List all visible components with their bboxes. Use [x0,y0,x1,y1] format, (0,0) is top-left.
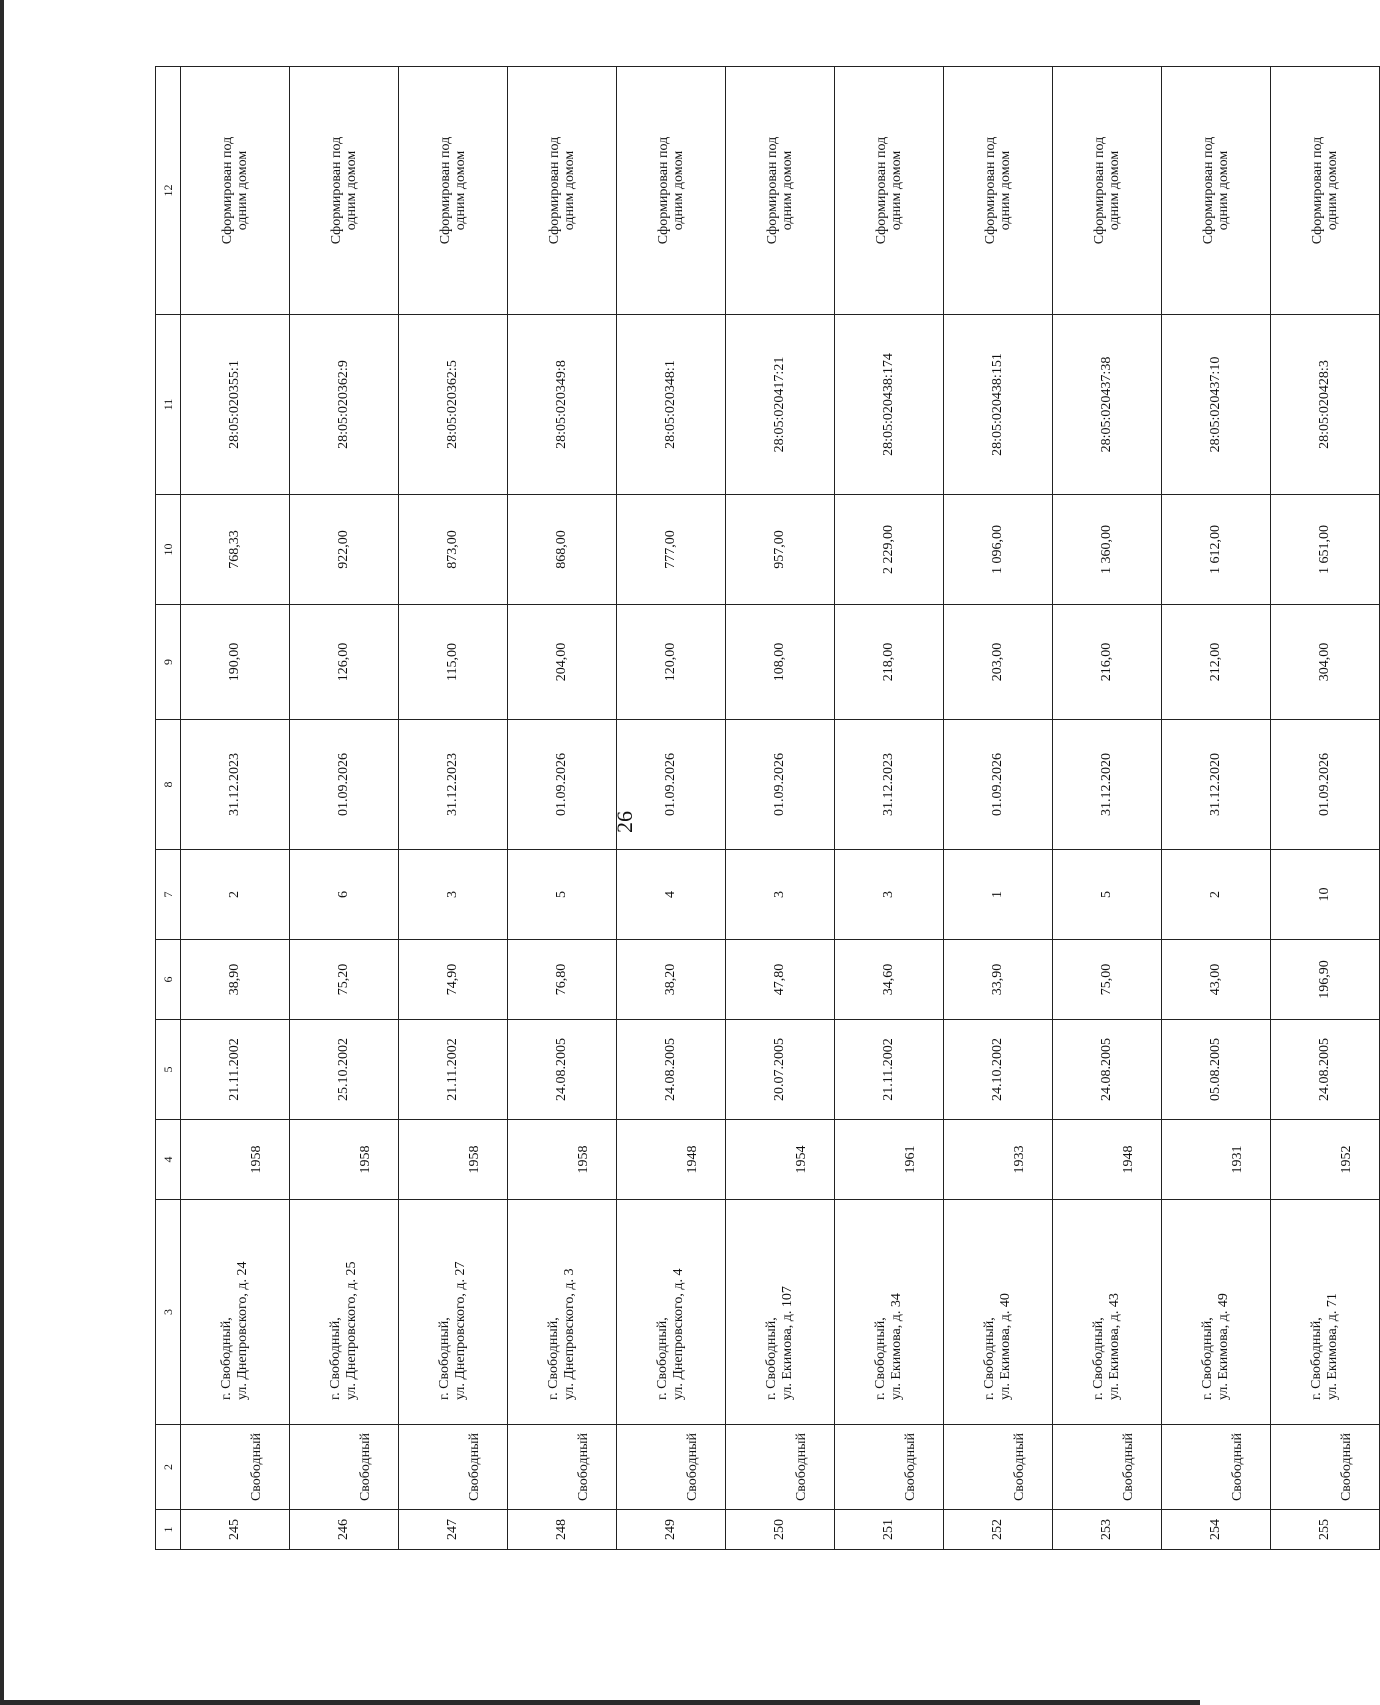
count-cell: 4 [617,850,726,940]
cadastral-number-cell: 28:05:020348:1 [617,315,726,495]
address-line-2: ул. Днепровского, д. 24 [235,1261,250,1400]
value-10-cell: 2 229,00 [835,495,944,605]
deadline-cell: 01.09.2026 [508,720,617,850]
row-number-cell: 253 [1053,1510,1162,1550]
area-cell: 38,20 [617,940,726,1020]
year-built-cell: 1958 [290,1120,399,1200]
date-cell: 24.10.2002 [944,1020,1053,1120]
address-cell [1271,1200,1380,1425]
table-row [399,67,508,1550]
year-built-cell: 1958 [508,1120,617,1200]
address-line-1: г. Свободный, [873,1317,888,1400]
status-line-1: Сформирован под [1310,136,1325,245]
address-line-1: г. Свободный, [437,1317,452,1400]
count-cell: 1 [944,850,1053,940]
row-number-cell: 248 [508,1510,617,1550]
address-line-2: ул. Екимова, д. 34 [889,1293,904,1400]
row-number-cell: 251 [835,1510,944,1550]
deadline-cell: 01.09.2026 [726,720,835,850]
status-cell [1162,67,1271,315]
value-10-cell: 768,33 [181,495,290,605]
area-cell: 75,00 [1053,940,1162,1020]
settlement-cell: Свободный [835,1425,944,1510]
value-10-cell: 1 360,00 [1053,495,1162,605]
year-built-cell: 1961 [835,1120,944,1200]
column-number-cell: 4 [156,1120,181,1200]
area-cell: 43,00 [1162,940,1271,1020]
scan-edge-bottom [0,1700,1200,1705]
status-line-1: Сформирован под [765,136,780,245]
address-line-1: г. Свободный, [1091,1317,1106,1400]
status-cell [726,67,835,315]
address-cell [726,1200,835,1425]
row-number-cell: 249 [617,1510,726,1550]
settlement-cell: Свободный [944,1425,1053,1510]
row-number-cell: 252 [944,1510,1053,1550]
address-line-2: ул. Днепровского, д. 3 [562,1268,577,1400]
count-cell: 2 [1162,850,1271,940]
count-cell: 5 [1053,850,1162,940]
address-line-2: ул. Днепровского, д. 4 [671,1268,686,1400]
row-number-cell: 254 [1162,1510,1271,1550]
year-built-cell: 1954 [726,1120,835,1200]
date-cell: 25.10.2002 [290,1020,399,1120]
deadline-cell: 31.12.2023 [181,720,290,850]
value-10-cell: 957,00 [726,495,835,605]
date-cell: 24.08.2005 [508,1020,617,1120]
deadline-cell: 01.09.2026 [944,720,1053,850]
address-line-1: г. Свободный, [982,1317,997,1400]
address-line-2: ул. Екимова, д. 40 [998,1293,1013,1400]
cadastral-number-cell: 28:05:020438:174 [835,315,944,495]
settlement-cell: Свободный [399,1425,508,1510]
address-line-2: ул. Екимова, д. 107 [780,1286,795,1400]
area-cell: 34,60 [835,940,944,1020]
status-cell [508,67,617,315]
value-9-cell: 190,00 [181,605,290,720]
column-number-cell: 12 [156,67,181,315]
date-cell: 24.08.2005 [1053,1020,1162,1120]
settlement-cell: Свободный [290,1425,399,1510]
date-cell: 20.07.2005 [726,1020,835,1120]
status-line-2: одним домом [671,150,686,231]
value-10-cell: 777,00 [617,495,726,605]
cadastral-number-cell: 28:05:020417:21 [726,315,835,495]
count-cell: 2 [181,850,290,940]
status-line-1: Сформирован под [329,136,344,245]
status-line-2: одним домом [1216,150,1231,231]
status-line-2: одним домом [1107,150,1122,231]
table-row [726,67,835,1550]
address-cell [1053,1200,1162,1425]
count-cell: 5 [508,850,617,940]
deadline-cell: 31.12.2020 [1053,720,1162,850]
status-cell [1271,67,1380,315]
area-cell: 47,80 [726,940,835,1020]
address-cell [508,1200,617,1425]
column-number-cell: 8 [156,720,181,850]
table-row [181,67,290,1550]
area-cell: 33,90 [944,940,1053,1020]
area-cell: 74,90 [399,940,508,1020]
deadline-cell: 31.12.2020 [1162,720,1271,850]
deadline-cell: 31.12.2023 [399,720,508,850]
cadastral-number-cell: 28:05:020349:8 [508,315,617,495]
status-line-2: одним домом [998,150,1013,231]
cadastral-number-cell: 28:05:020437:10 [1162,315,1271,495]
column-number-cell: 6 [156,940,181,1020]
table-row [1053,67,1162,1550]
value-10-cell: 868,00 [508,495,617,605]
column-number-cell: 5 [156,1020,181,1120]
row-number-cell: 255 [1271,1510,1380,1550]
address-line-1: г. Свободный, [655,1317,670,1400]
table-row [508,67,617,1550]
count-cell: 3 [726,850,835,940]
area-cell: 38,90 [181,940,290,1020]
address-line-1: г. Свободный, [1309,1317,1324,1400]
value-9-cell: 120,00 [617,605,726,720]
value-10-cell: 1 651,00 [1271,495,1380,605]
settlement-cell: Свободный [1053,1425,1162,1510]
area-cell: 76,80 [508,940,617,1020]
cadastral-number-cell: 28:05:020362:5 [399,315,508,495]
value-9-cell: 126,00 [290,605,399,720]
status-line-2: одним домом [235,150,250,231]
row-number-cell: 246 [290,1510,399,1550]
column-number-row [156,67,181,1550]
status-line-1: Сформирован под [1201,136,1216,245]
date-cell: 21.11.2002 [181,1020,290,1120]
settlement-cell: Свободный [726,1425,835,1510]
page-number: 26 [612,811,637,833]
value-10-cell: 873,00 [399,495,508,605]
status-line-1: Сформирован под [656,136,671,245]
cadastral-number-cell: 28:05:020362:9 [290,315,399,495]
year-built-cell: 1958 [399,1120,508,1200]
status-line-2: одним домом [889,150,904,231]
count-cell: 3 [835,850,944,940]
table-body [156,67,1380,1550]
status-cell [944,67,1053,315]
address-cell [399,1200,508,1425]
status-line-1: Сформирован под [547,136,562,245]
cadastral-number-cell: 28:05:020438:151 [944,315,1053,495]
settlement-cell: Свободный [617,1425,726,1510]
address-line-2: ул. Екимова, д. 49 [1216,1293,1231,1400]
address-line-2: ул. Днепровского, д. 27 [453,1261,468,1400]
year-built-cell: 1933 [944,1120,1053,1200]
date-cell: 21.11.2002 [399,1020,508,1120]
column-number-cell: 1 [156,1510,181,1550]
status-line-2: одним домом [562,150,577,231]
count-cell: 6 [290,850,399,940]
table-row [944,67,1053,1550]
rotated-table-container [155,67,1354,1550]
value-9-cell: 216,00 [1053,605,1162,720]
value-10-cell: 1 096,00 [944,495,1053,605]
address-line-1: г. Свободный, [328,1317,343,1400]
year-built-cell: 1931 [1162,1120,1271,1200]
value-9-cell: 115,00 [399,605,508,720]
scan-edge-left [0,0,4,1705]
column-number-cell: 3 [156,1200,181,1425]
settlement-cell: Свободный [181,1425,290,1510]
status-line-1: Сформирован под [1092,136,1107,245]
address-line-1: г. Свободный, [219,1317,234,1400]
address-cell [944,1200,1053,1425]
status-cell [181,67,290,315]
address-line-2: ул. Екимова, д. 71 [1325,1293,1340,1400]
address-cell [1162,1200,1271,1425]
status-line-1: Сформирован под [220,136,235,245]
date-cell: 21.11.2002 [835,1020,944,1120]
value-10-cell: 1 612,00 [1162,495,1271,605]
column-number-cell: 9 [156,605,181,720]
year-built-cell: 1948 [1053,1120,1162,1200]
settlement-cell: Свободный [1162,1425,1271,1510]
year-built-cell: 1948 [617,1120,726,1200]
status-line-1: Сформирован под [874,136,889,245]
address-cell [617,1200,726,1425]
row-number-cell: 247 [399,1510,508,1550]
row-number-cell: 245 [181,1510,290,1550]
address-cell [290,1200,399,1425]
column-number-cell: 10 [156,495,181,605]
settlement-cell: Свободный [1271,1425,1380,1510]
address-line-2: ул. Екимова, д. 43 [1107,1293,1122,1400]
table-row [617,67,726,1550]
status-cell [399,67,508,315]
area-cell: 75,20 [290,940,399,1020]
address-cell [181,1200,290,1425]
cadastral-number-cell: 28:05:020355:1 [181,315,290,495]
status-line-2: одним домом [453,150,468,231]
cadastral-number-cell: 28:05:020428:3 [1271,315,1380,495]
address-line-2: ул. Днепровского, д. 25 [344,1261,359,1400]
cadastral-number-cell: 28:05:020437:38 [1053,315,1162,495]
settlement-cell: Свободный [508,1425,617,1510]
table-row [1162,67,1271,1550]
value-9-cell: 212,00 [1162,605,1271,720]
status-line-2: одним домом [344,150,359,231]
deadline-cell: 01.09.2026 [617,720,726,850]
column-number-cell: 7 [156,850,181,940]
housing-register-table [155,66,1380,1550]
status-line-1: Сформирован под [438,136,453,245]
value-9-cell: 304,00 [1271,605,1380,720]
status-cell [1053,67,1162,315]
value-9-cell: 108,00 [726,605,835,720]
value-10-cell: 922,00 [290,495,399,605]
column-number-cell: 2 [156,1425,181,1510]
deadline-cell: 01.09.2026 [1271,720,1380,850]
area-cell: 196,90 [1271,940,1380,1020]
status-line-1: Сформирован под [983,136,998,245]
year-built-cell: 1958 [181,1120,290,1200]
table-row [1271,67,1380,1550]
status-cell [290,67,399,315]
date-cell: 24.08.2005 [617,1020,726,1120]
deadline-cell: 01.09.2026 [290,720,399,850]
table-row [835,67,944,1550]
value-9-cell: 203,00 [944,605,1053,720]
value-9-cell: 204,00 [508,605,617,720]
status-line-2: одним домом [1325,150,1340,231]
year-built-cell: 1952 [1271,1120,1380,1200]
value-9-cell: 218,00 [835,605,944,720]
status-line-2: одним домом [780,150,795,231]
status-cell [617,67,726,315]
address-line-1: г. Свободный, [1200,1317,1215,1400]
date-cell: 24.08.2005 [1271,1020,1380,1120]
address-line-1: г. Свободный, [764,1317,779,1400]
date-cell: 05.08.2005 [1162,1020,1271,1120]
status-cell [835,67,944,315]
address-cell [835,1200,944,1425]
row-number-cell: 250 [726,1510,835,1550]
column-number-cell: 11 [156,315,181,495]
count-cell: 3 [399,850,508,940]
deadline-cell: 31.12.2023 [835,720,944,850]
address-line-1: г. Свободный, [546,1317,561,1400]
count-cell: 10 [1271,850,1380,940]
table-row [290,67,399,1550]
